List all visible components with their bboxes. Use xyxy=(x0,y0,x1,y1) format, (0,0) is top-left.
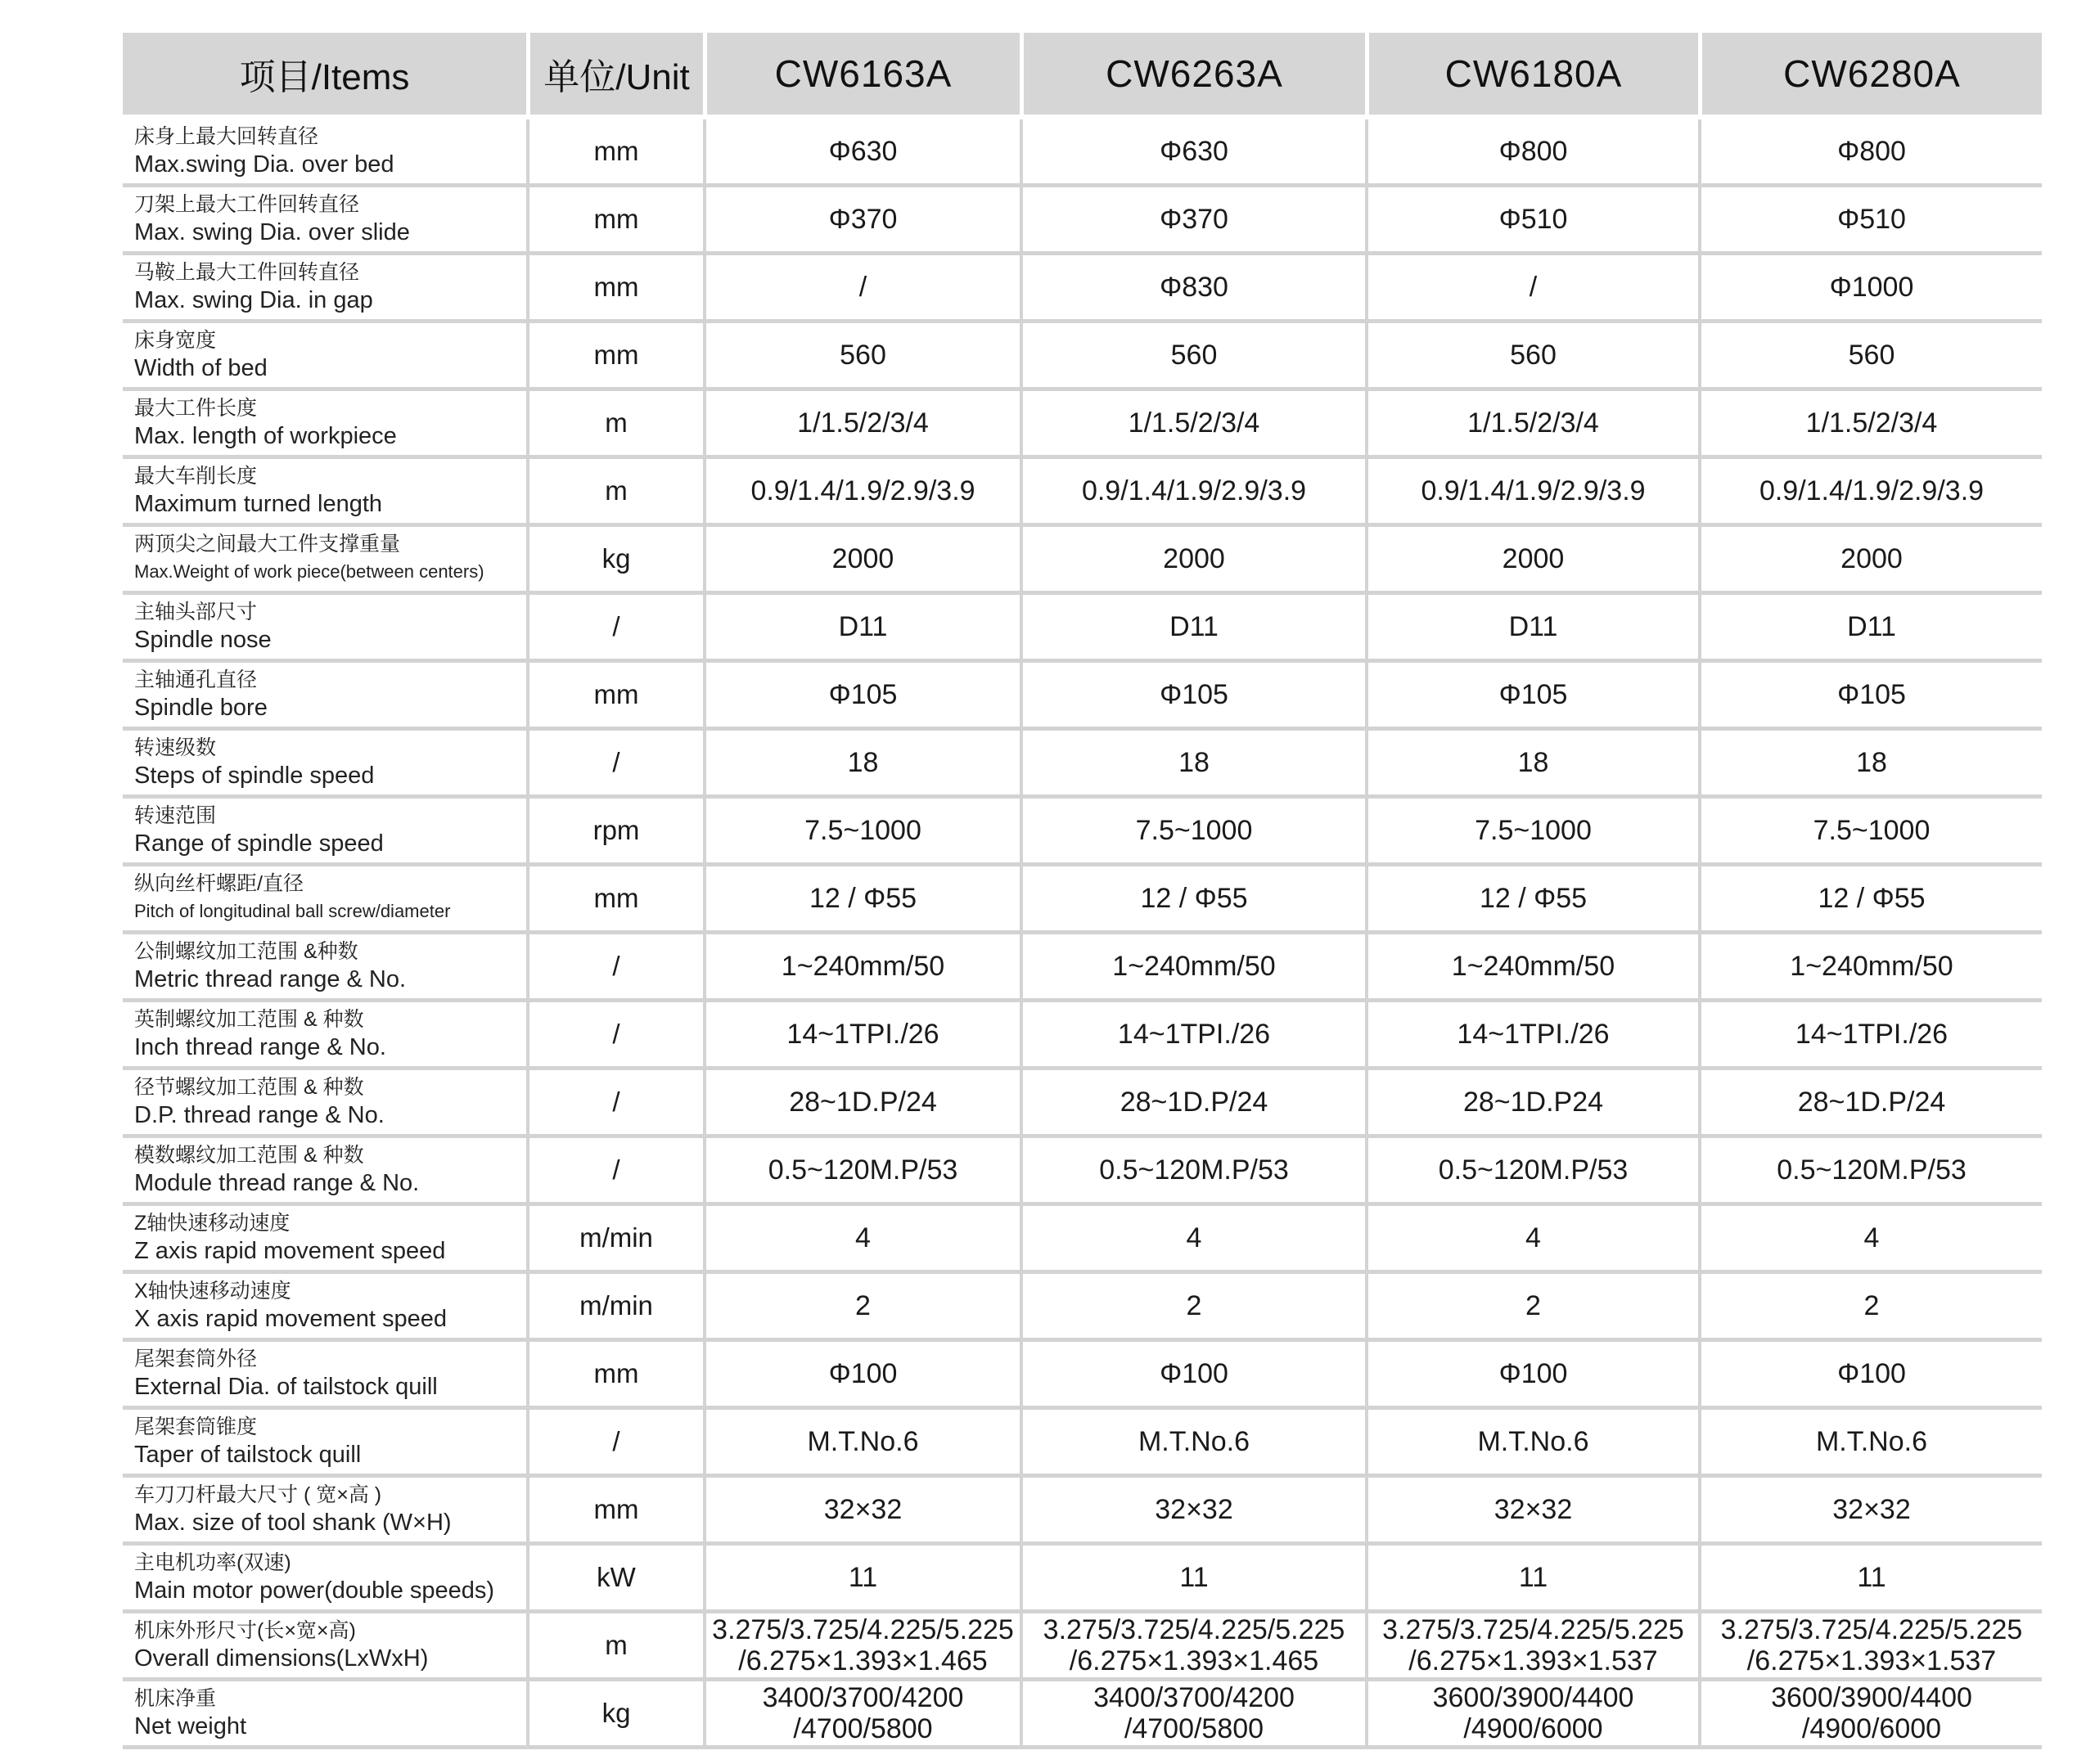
value-cell-model-2: 1/1.5/2/3/4 xyxy=(1020,391,1365,459)
item-cell xyxy=(123,595,526,663)
item-label-en: Maximum turned length xyxy=(134,491,383,517)
value-cell-model-2: 3400/3700/4200 /4700/5800 xyxy=(1020,1681,1365,1749)
item-label-en: Width of bed xyxy=(134,355,268,381)
value-cell-model-3: Φ105 xyxy=(1365,663,1698,731)
item-cell xyxy=(123,1274,526,1342)
value-cell-model-2: 32×32 xyxy=(1020,1478,1365,1546)
value-cell-model-3: M.T.No.6 xyxy=(1365,1410,1698,1478)
item-cell xyxy=(123,459,526,527)
item-label-en: D.P. thread range & No. xyxy=(134,1102,385,1128)
value-cell-model-3: 32×32 xyxy=(1365,1478,1698,1546)
value-cell-model-1: 1~240mm/50 xyxy=(703,934,1020,1002)
value-cell-model-4: 1~240mm/50 xyxy=(1698,934,2042,1002)
item-label-en: Max. swing Dia. over slide xyxy=(134,219,410,245)
item-label-cn: 主电机功率(双速) xyxy=(134,1551,291,1574)
spec-body xyxy=(123,119,2042,1749)
value-cell-model-1: 12 / Φ55 xyxy=(703,866,1020,934)
value-cell-model-1: 4 xyxy=(703,1206,1020,1274)
value-cell-model-1: Φ100 xyxy=(703,1342,1020,1410)
table-row xyxy=(123,187,2042,255)
table-row xyxy=(123,1274,2042,1342)
value-cell-model-2: 1~240mm/50 xyxy=(1020,934,1365,1002)
item-cell xyxy=(123,1206,526,1274)
item-cell xyxy=(123,323,526,391)
value-cell-model-1: 2000 xyxy=(703,527,1020,595)
value-cell-model-2: 3.275/3.725/4.225/5.225 /6.275×1.393×1.465 xyxy=(1020,1613,1365,1681)
unit-cell: mm xyxy=(526,255,703,323)
value-cell-model-4: 7.5~1000 xyxy=(1698,799,2042,866)
value-cell-model-4: 4 xyxy=(1698,1206,2042,1274)
item-label-en: Max. length of workpiece xyxy=(134,423,397,449)
item-label-en: Taper of tailstock quill xyxy=(134,1442,362,1468)
item-cell xyxy=(123,731,526,799)
value-cell-model-2: 11 xyxy=(1020,1546,1365,1613)
item-label-en: Max.swing Dia. over bed xyxy=(134,151,394,178)
item-label-cn: 纵向丝杆螺距/直径 xyxy=(134,872,304,895)
item-cell xyxy=(123,1002,526,1070)
unit-cell: mm xyxy=(526,119,703,187)
value-cell-model-1: 560 xyxy=(703,323,1020,391)
value-cell-model-4: Φ1000 xyxy=(1698,255,2042,323)
item-cell xyxy=(123,1613,526,1681)
value-cell-model-1: 7.5~1000 xyxy=(703,799,1020,866)
value-cell-model-4: 11 xyxy=(1698,1546,2042,1613)
value-cell-model-1: 14~1TPI./26 xyxy=(703,1002,1020,1070)
unit-cell: / xyxy=(526,1070,703,1138)
value-cell-model-1: 32×32 xyxy=(703,1478,1020,1546)
value-cell-model-3: 7.5~1000 xyxy=(1365,799,1698,866)
value-cell-model-1: 1/1.5/2/3/4 xyxy=(703,391,1020,459)
item-cell xyxy=(123,255,526,323)
table-row xyxy=(123,595,2042,663)
value-cell-model-4: 18 xyxy=(1698,731,2042,799)
unit-cell: mm xyxy=(526,866,703,934)
unit-cell: m/min xyxy=(526,1206,703,1274)
item-cell xyxy=(123,1546,526,1613)
value-cell-model-4: 28~1D.P/24 xyxy=(1698,1070,2042,1138)
value-cell-model-3: 28~1D.P24 xyxy=(1365,1070,1698,1138)
item-cell xyxy=(123,119,526,187)
value-cell-model-1: 11 xyxy=(703,1546,1020,1613)
table-row xyxy=(123,663,2042,731)
value-cell-model-1: 0.5~120M.P/53 xyxy=(703,1138,1020,1206)
value-cell-model-2: Φ830 xyxy=(1020,255,1365,323)
item-label-en: X axis rapid movement speed xyxy=(134,1306,448,1332)
unit-cell: mm xyxy=(526,1342,703,1410)
unit-cell: / xyxy=(526,731,703,799)
unit-cell: / xyxy=(526,595,703,663)
value-cell-model-3: D11 xyxy=(1365,595,1698,663)
item-label-en: Max. swing Dia. in gap xyxy=(134,287,373,313)
item-cell xyxy=(123,866,526,934)
item-cell xyxy=(123,1681,526,1749)
table-row xyxy=(123,1002,2042,1070)
item-cell xyxy=(123,934,526,1002)
value-cell-model-4: 0.9/1.4/1.9/2.9/3.9 xyxy=(1698,459,2042,527)
value-cell-model-3: 14~1TPI./26 xyxy=(1365,1002,1698,1070)
table-row xyxy=(123,1138,2042,1206)
item-label-cn: 床身宽度 xyxy=(134,329,217,352)
item-label-cn: 机床外形尺寸(长×宽×高) xyxy=(134,1619,356,1642)
header-items: 项目/Items xyxy=(123,33,526,119)
unit-cell: mm xyxy=(526,187,703,255)
header-unit: 单位/Unit xyxy=(526,33,703,119)
header-model-4: CW6280A xyxy=(1698,33,2042,119)
value-cell-model-2: 14~1TPI./26 xyxy=(1020,1002,1365,1070)
unit-cell: m xyxy=(526,391,703,459)
item-cell xyxy=(123,1478,526,1546)
unit-cell: mm xyxy=(526,323,703,391)
value-cell-model-4: Φ510 xyxy=(1698,187,2042,255)
value-cell-model-2: M.T.No.6 xyxy=(1020,1410,1365,1478)
item-label-cn: 最大工件长度 xyxy=(134,397,258,420)
unit-cell: mm xyxy=(526,663,703,731)
value-cell-model-2: 12 / Φ55 xyxy=(1020,866,1365,934)
table-row xyxy=(123,1681,2042,1749)
value-cell-model-2: 0.5~120M.P/53 xyxy=(1020,1138,1365,1206)
item-label-cn: 机床净重 xyxy=(134,1687,217,1710)
value-cell-model-4: 3600/3900/4400 /4900/6000 xyxy=(1698,1681,2042,1749)
item-label-en: Steps of spindle speed xyxy=(134,763,375,789)
item-cell xyxy=(123,799,526,866)
item-label-cn: 转速范围 xyxy=(134,804,217,827)
item-label-en: Module thread range & No. xyxy=(134,1170,420,1196)
header-row xyxy=(123,33,2042,119)
table-row xyxy=(123,1546,2042,1613)
value-cell-model-1: 3.275/3.725/4.225/5.225 /6.275×1.393×1.465 xyxy=(703,1613,1020,1681)
value-cell-model-1: Φ370 xyxy=(703,187,1020,255)
value-cell-model-3: 2000 xyxy=(1365,527,1698,595)
item-label-en: Overall dimensions(LxWxH) xyxy=(134,1645,429,1672)
value-cell-model-1: 2 xyxy=(703,1274,1020,1342)
item-label-cn: Z轴快速移动速度 xyxy=(134,1212,291,1235)
unit-cell: mm xyxy=(526,1478,703,1546)
item-label-cn: 车刀刀杆最大尺寸 ( 宽×高 ) xyxy=(134,1483,382,1506)
item-cell xyxy=(123,187,526,255)
unit-cell: kg xyxy=(526,1681,703,1749)
value-cell-model-2: Φ630 xyxy=(1020,119,1365,187)
item-cell xyxy=(123,1410,526,1478)
value-cell-model-4: D11 xyxy=(1698,595,2042,663)
item-cell xyxy=(123,527,526,595)
value-cell-model-4: 1/1.5/2/3/4 xyxy=(1698,391,2042,459)
value-cell-model-4: Φ105 xyxy=(1698,663,2042,731)
item-label-cn: 主轴通孔直径 xyxy=(134,668,258,691)
value-cell-model-1: Φ105 xyxy=(703,663,1020,731)
value-cell-model-3: 1~240mm/50 xyxy=(1365,934,1698,1002)
unit-cell: m xyxy=(526,1613,703,1681)
header-model-3: CW6180A xyxy=(1365,33,1698,119)
item-label-cn: 两顶尖之间最大工件支撑重量 xyxy=(134,533,401,556)
value-cell-model-3: 0.9/1.4/1.9/2.9/3.9 xyxy=(1365,459,1698,527)
table-row xyxy=(123,1070,2042,1138)
value-cell-model-2: 28~1D.P/24 xyxy=(1020,1070,1365,1138)
item-label-en: Metric thread range & No. xyxy=(134,966,407,992)
value-cell-model-2: Φ370 xyxy=(1020,187,1365,255)
table-row xyxy=(123,866,2042,934)
header-model-2: CW6263A xyxy=(1020,33,1365,119)
value-cell-model-4: M.T.No.6 xyxy=(1698,1410,2042,1478)
item-label-cn: 马鞍上最大工件回转直径 xyxy=(134,261,360,284)
value-cell-model-3: 12 / Φ55 xyxy=(1365,866,1698,934)
unit-cell: kg xyxy=(526,527,703,595)
item-label-cn: 最大车削长度 xyxy=(134,465,258,488)
table-row xyxy=(123,255,2042,323)
item-label-en: Max. size of tool shank (W×H) xyxy=(134,1510,452,1536)
item-label-en: Z axis rapid movement speed xyxy=(134,1238,446,1264)
table-row xyxy=(123,527,2042,595)
item-label-en: External Dia. of tailstock quill xyxy=(134,1374,438,1400)
item-label-cn: 径节螺纹加工范围 & 种数 xyxy=(134,1076,364,1099)
item-label-cn: 公制螺纹加工范围 &种数 xyxy=(134,940,358,963)
value-cell-model-4: 14~1TPI./26 xyxy=(1698,1002,2042,1070)
item-label-cn: X轴快速移动速度 xyxy=(134,1280,291,1303)
table-row xyxy=(123,391,2042,459)
item-label-cn: 模数螺纹加工范围 & 种数 xyxy=(134,1144,364,1167)
value-cell-model-3: / xyxy=(1365,255,1698,323)
value-cell-model-3: 560 xyxy=(1365,323,1698,391)
value-cell-model-1: M.T.No.6 xyxy=(703,1410,1020,1478)
item-label-en: Spindle bore xyxy=(134,695,268,721)
value-cell-model-1: 3400/3700/4200 /4700/5800 xyxy=(703,1681,1020,1749)
table-row xyxy=(123,1613,2042,1681)
unit-cell: / xyxy=(526,1410,703,1478)
value-cell-model-1: 0.9/1.4/1.9/2.9/3.9 xyxy=(703,459,1020,527)
value-cell-model-2: 560 xyxy=(1020,323,1365,391)
table-row xyxy=(123,731,2042,799)
unit-cell: m/min xyxy=(526,1274,703,1342)
table-row xyxy=(123,1206,2042,1274)
table-row xyxy=(123,1410,2042,1478)
item-label-cn: 尾架套筒外径 xyxy=(134,1348,258,1370)
table-row xyxy=(123,1342,2042,1410)
value-cell-model-2: 0.9/1.4/1.9/2.9/3.9 xyxy=(1020,459,1365,527)
value-cell-model-2: 18 xyxy=(1020,731,1365,799)
item-cell xyxy=(123,1070,526,1138)
unit-cell: / xyxy=(526,1138,703,1206)
value-cell-model-1: / xyxy=(703,255,1020,323)
table-row xyxy=(123,323,2042,391)
item-label-cn: 主轴头部尺寸 xyxy=(134,601,258,623)
table-row xyxy=(123,459,2042,527)
value-cell-model-2: 4 xyxy=(1020,1206,1365,1274)
value-cell-model-4: 32×32 xyxy=(1698,1478,2042,1546)
value-cell-model-4: Φ800 xyxy=(1698,119,2042,187)
value-cell-model-4: Φ100 xyxy=(1698,1342,2042,1410)
value-cell-model-1: 18 xyxy=(703,731,1020,799)
item-cell xyxy=(123,391,526,459)
unit-cell: / xyxy=(526,934,703,1002)
value-cell-model-1: 28~1D.P/24 xyxy=(703,1070,1020,1138)
value-cell-model-4: 560 xyxy=(1698,323,2042,391)
value-cell-model-3: 3.275/3.725/4.225/5.225 /6.275×1.393×1.537 xyxy=(1365,1613,1698,1681)
value-cell-model-2: 7.5~1000 xyxy=(1020,799,1365,866)
value-cell-model-3: 3600/3900/4400 /4900/6000 xyxy=(1365,1681,1698,1749)
item-label-en: Max.Weight of work piece(between centers) xyxy=(134,561,484,582)
item-label-en: Range of spindle speed xyxy=(134,830,384,857)
value-cell-model-3: Φ510 xyxy=(1365,187,1698,255)
unit-cell: kW xyxy=(526,1546,703,1613)
item-cell xyxy=(123,1342,526,1410)
unit-cell: / xyxy=(526,1002,703,1070)
item-label-cn: 英制螺纹加工范围 & 种数 xyxy=(134,1008,364,1031)
value-cell-model-1: D11 xyxy=(703,595,1020,663)
value-cell-model-2: D11 xyxy=(1020,595,1365,663)
value-cell-model-3: 18 xyxy=(1365,731,1698,799)
value-cell-model-3: 11 xyxy=(1365,1546,1698,1613)
item-label-en: Inch thread range & No. xyxy=(134,1034,386,1060)
value-cell-model-2: Φ105 xyxy=(1020,663,1365,731)
item-label-cn: 床身上最大回转直径 xyxy=(134,125,319,148)
item-label-en: Spindle nose xyxy=(134,627,272,653)
table-row xyxy=(123,934,2042,1002)
item-label-en: Pitch of longitudinal ball screw/diameter xyxy=(134,901,451,921)
value-cell-model-2: 2000 xyxy=(1020,527,1365,595)
item-label-en: Main motor power(double speeds) xyxy=(134,1577,495,1604)
item-label-cn: 尾架套筒锥度 xyxy=(134,1415,258,1438)
value-cell-model-4: 0.5~120M.P/53 xyxy=(1698,1138,2042,1206)
value-cell-model-3: 1/1.5/2/3/4 xyxy=(1365,391,1698,459)
value-cell-model-3: 0.5~120M.P/53 xyxy=(1365,1138,1698,1206)
value-cell-model-4: 12 / Φ55 xyxy=(1698,866,2042,934)
item-label-en: Net weight xyxy=(134,1713,247,1739)
table-row xyxy=(123,1478,2042,1546)
item-label-cn: 刀架上最大工件回转直径 xyxy=(134,193,360,216)
value-cell-model-4: 3.275/3.725/4.225/5.225 /6.275×1.393×1.537 xyxy=(1698,1613,2042,1681)
item-cell xyxy=(123,1138,526,1206)
header-model-1: CW6163A xyxy=(703,33,1020,119)
value-cell-model-4: 2 xyxy=(1698,1274,2042,1342)
value-cell-model-3: 2 xyxy=(1365,1274,1698,1342)
value-cell-model-3: Φ800 xyxy=(1365,119,1698,187)
value-cell-model-3: 4 xyxy=(1365,1206,1698,1274)
value-cell-model-3: Φ100 xyxy=(1365,1342,1698,1410)
spec-table xyxy=(123,33,2042,1749)
value-cell-model-2: Φ100 xyxy=(1020,1342,1365,1410)
unit-cell: m xyxy=(526,459,703,527)
table-row xyxy=(123,799,2042,866)
value-cell-model-1: Φ630 xyxy=(703,119,1020,187)
value-cell-model-4: 2000 xyxy=(1698,527,2042,595)
item-cell xyxy=(123,663,526,731)
unit-cell: rpm xyxy=(526,799,703,866)
table-row xyxy=(123,119,2042,187)
value-cell-model-2: 2 xyxy=(1020,1274,1365,1342)
item-label-cn: 转速级数 xyxy=(134,736,217,759)
